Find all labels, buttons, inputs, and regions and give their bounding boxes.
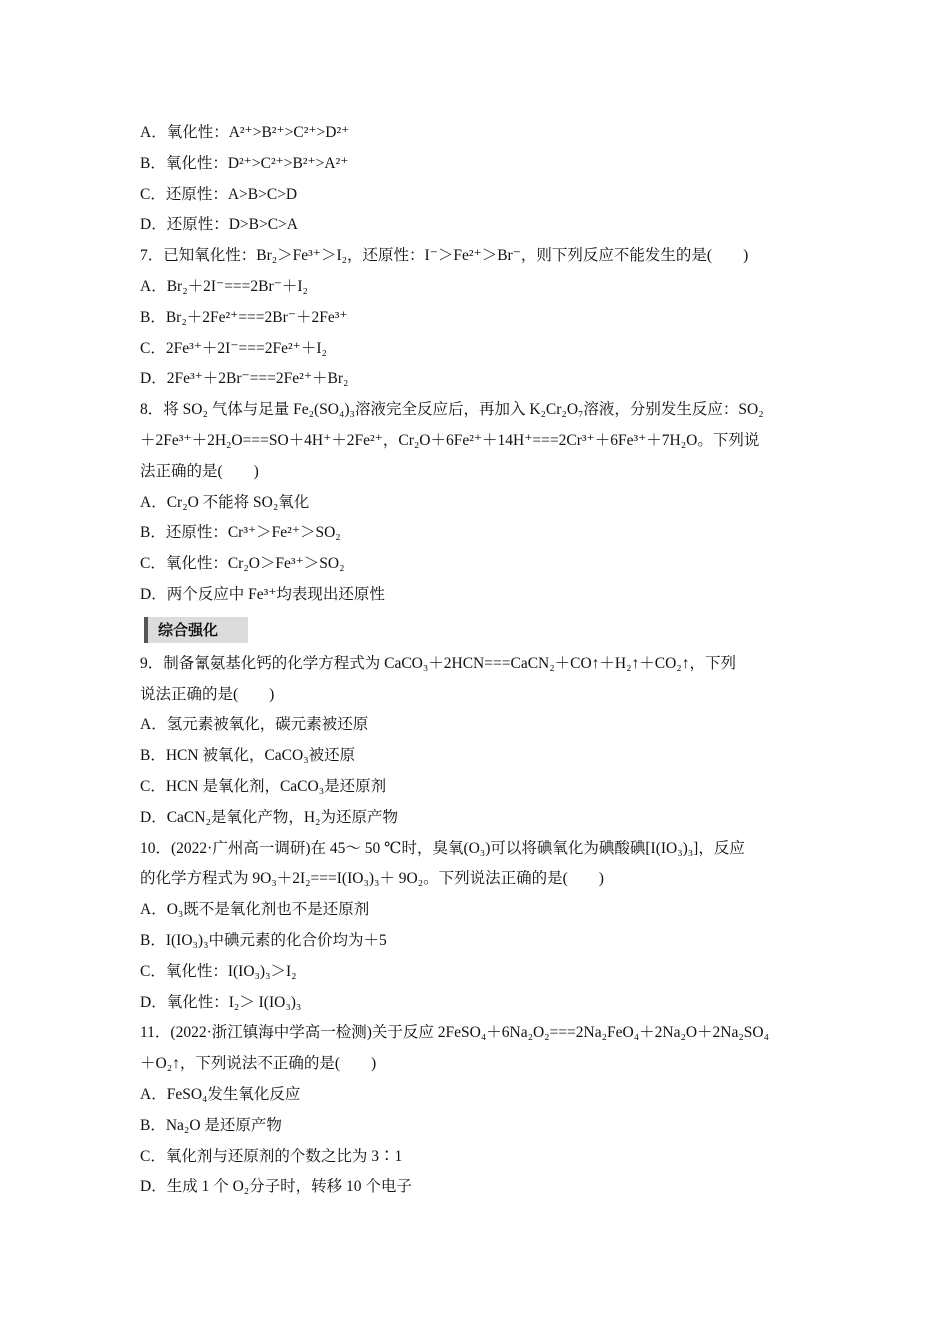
option-line: C．氧化剂与还原剂的个数之比为 3∶1: [140, 1147, 403, 1165]
option-line: B．HCN 被氧化，CaCO₃被还原: [140, 747, 356, 765]
option-line: C．氧化性：Cr₂O＞Fe³⁺＞SO₂: [140, 555, 345, 573]
option-line: D．2Fe³⁺＋2Br⁻===2Fe²⁺＋Br₂: [140, 370, 349, 388]
question-10-stem: 10．(2022·广州高一调研)在 45～ 50 ℃时，臭氧(O₃)可以将碘氧化为碘酸碘[I(IO₃)₃]，反应: [140, 839, 745, 857]
question-8-stem: 8．将 SO₂ 气体与足量 Fe₂(SO₄)₃溶液完全反应后，再加入 K₂Cr₂O₇溶液，分别发生反应：SO₂: [140, 401, 764, 419]
option-line: A．Br₂＋2I⁻===2Br⁻＋I₂: [140, 277, 308, 295]
option-line: C．2Fe³⁺＋2I⁻===2Fe²⁺＋I₂: [140, 339, 327, 357]
option-line: B．Na₂O 是还原产物: [140, 1116, 282, 1134]
option-line: A．氧化性：A²⁺>B²⁺>C²⁺>D²⁺: [140, 124, 350, 141]
option-line: B．氧化性：D²⁺>C²⁺>B²⁺>A²⁺: [140, 154, 349, 172]
option-line: B．还原性：Cr³⁺＞Fe²⁺＞SO₂: [140, 524, 341, 542]
option-line: A．氢元素被氧化，碳元素被还原: [140, 716, 369, 734]
option-line: C．HCN 是氧化剂，CaCO₃是还原剂: [140, 777, 387, 795]
option-line: B．Br₂＋2Fe²⁺===2Br⁻＋2Fe³⁺: [140, 308, 348, 326]
question-9-stem-cont: 说法正确的是( ): [140, 685, 275, 703]
question-8-stem-cont: ＋2Fe³⁺＋2H₂O===SO＋4H⁺＋2Fe²⁺，Cr₂O＋6Fe²⁺＋14H⁺===2Cr³⁺＋6Fe³⁺＋7H₂O。下列说: [140, 431, 760, 449]
option-line: D．还原性：D>B>C>A: [140, 216, 298, 234]
question-8-stem-cont: 法正确的是( ): [140, 462, 259, 480]
option-line: C．还原性：A>B>C>D: [140, 185, 298, 203]
option-line: B．I(IO₃)₃中碘元素的化合价均为＋5: [140, 931, 387, 949]
option-line: A．Cr₂O 不能将 SO₂氧化: [140, 493, 310, 511]
question-10-stem-cont: 的化学方程式为 9O₃＋2I₂===I(IO₃)₃＋ 9O₂。下列说法正确的是( ): [140, 870, 604, 888]
question-11-stem-cont: ＋O₂↑，下列说法不正确的是( ): [140, 1055, 377, 1073]
document-page: [140, 118, 820, 1203]
option-line: C．氧化性：I(IO₃)₃＞I₂: [140, 962, 297, 980]
option-line: A．FeSO₄发生氧化反应: [140, 1085, 301, 1103]
option-line: D．生成 1 个 O₂分子时，转移 10 个电子: [140, 1178, 412, 1196]
option-line: D．CaCN₂是氧化产物，H₂为还原产物: [140, 808, 398, 826]
option-line: A．O₃既不是氧化剂也不是还原剂: [140, 901, 370, 919]
section-header: 综合强化: [144, 617, 248, 643]
question-11-stem: 11．(2022·浙江镇海中学高一检测)关于反应 2FeSO₄＋6Na₂O₂===2Na₂FeO₄＋2Na₂O＋2Na₂SO₄: [140, 1024, 769, 1042]
question-9-stem: 9．制备氰氨基化钙的化学方程式为 CaCO₃＋2HCN===CaCN₂＋CO↑＋H₂↑＋CO₂↑，下列: [140, 654, 736, 672]
option-line: D．氧化性：I₂＞ I(IO₃)₃: [140, 993, 302, 1011]
question-block-bottom: [140, 649, 820, 1203]
question-block-top: [140, 118, 820, 611]
option-line: D．两个反应中 Fe³⁺均表现出还原性: [140, 585, 385, 603]
question-7-stem: 7．已知氧化性：Br₂＞Fe³⁺＞I₂，还原性：I⁻＞Fe²⁺＞Br⁻，则下列反应不能发生的是( ): [140, 247, 749, 265]
